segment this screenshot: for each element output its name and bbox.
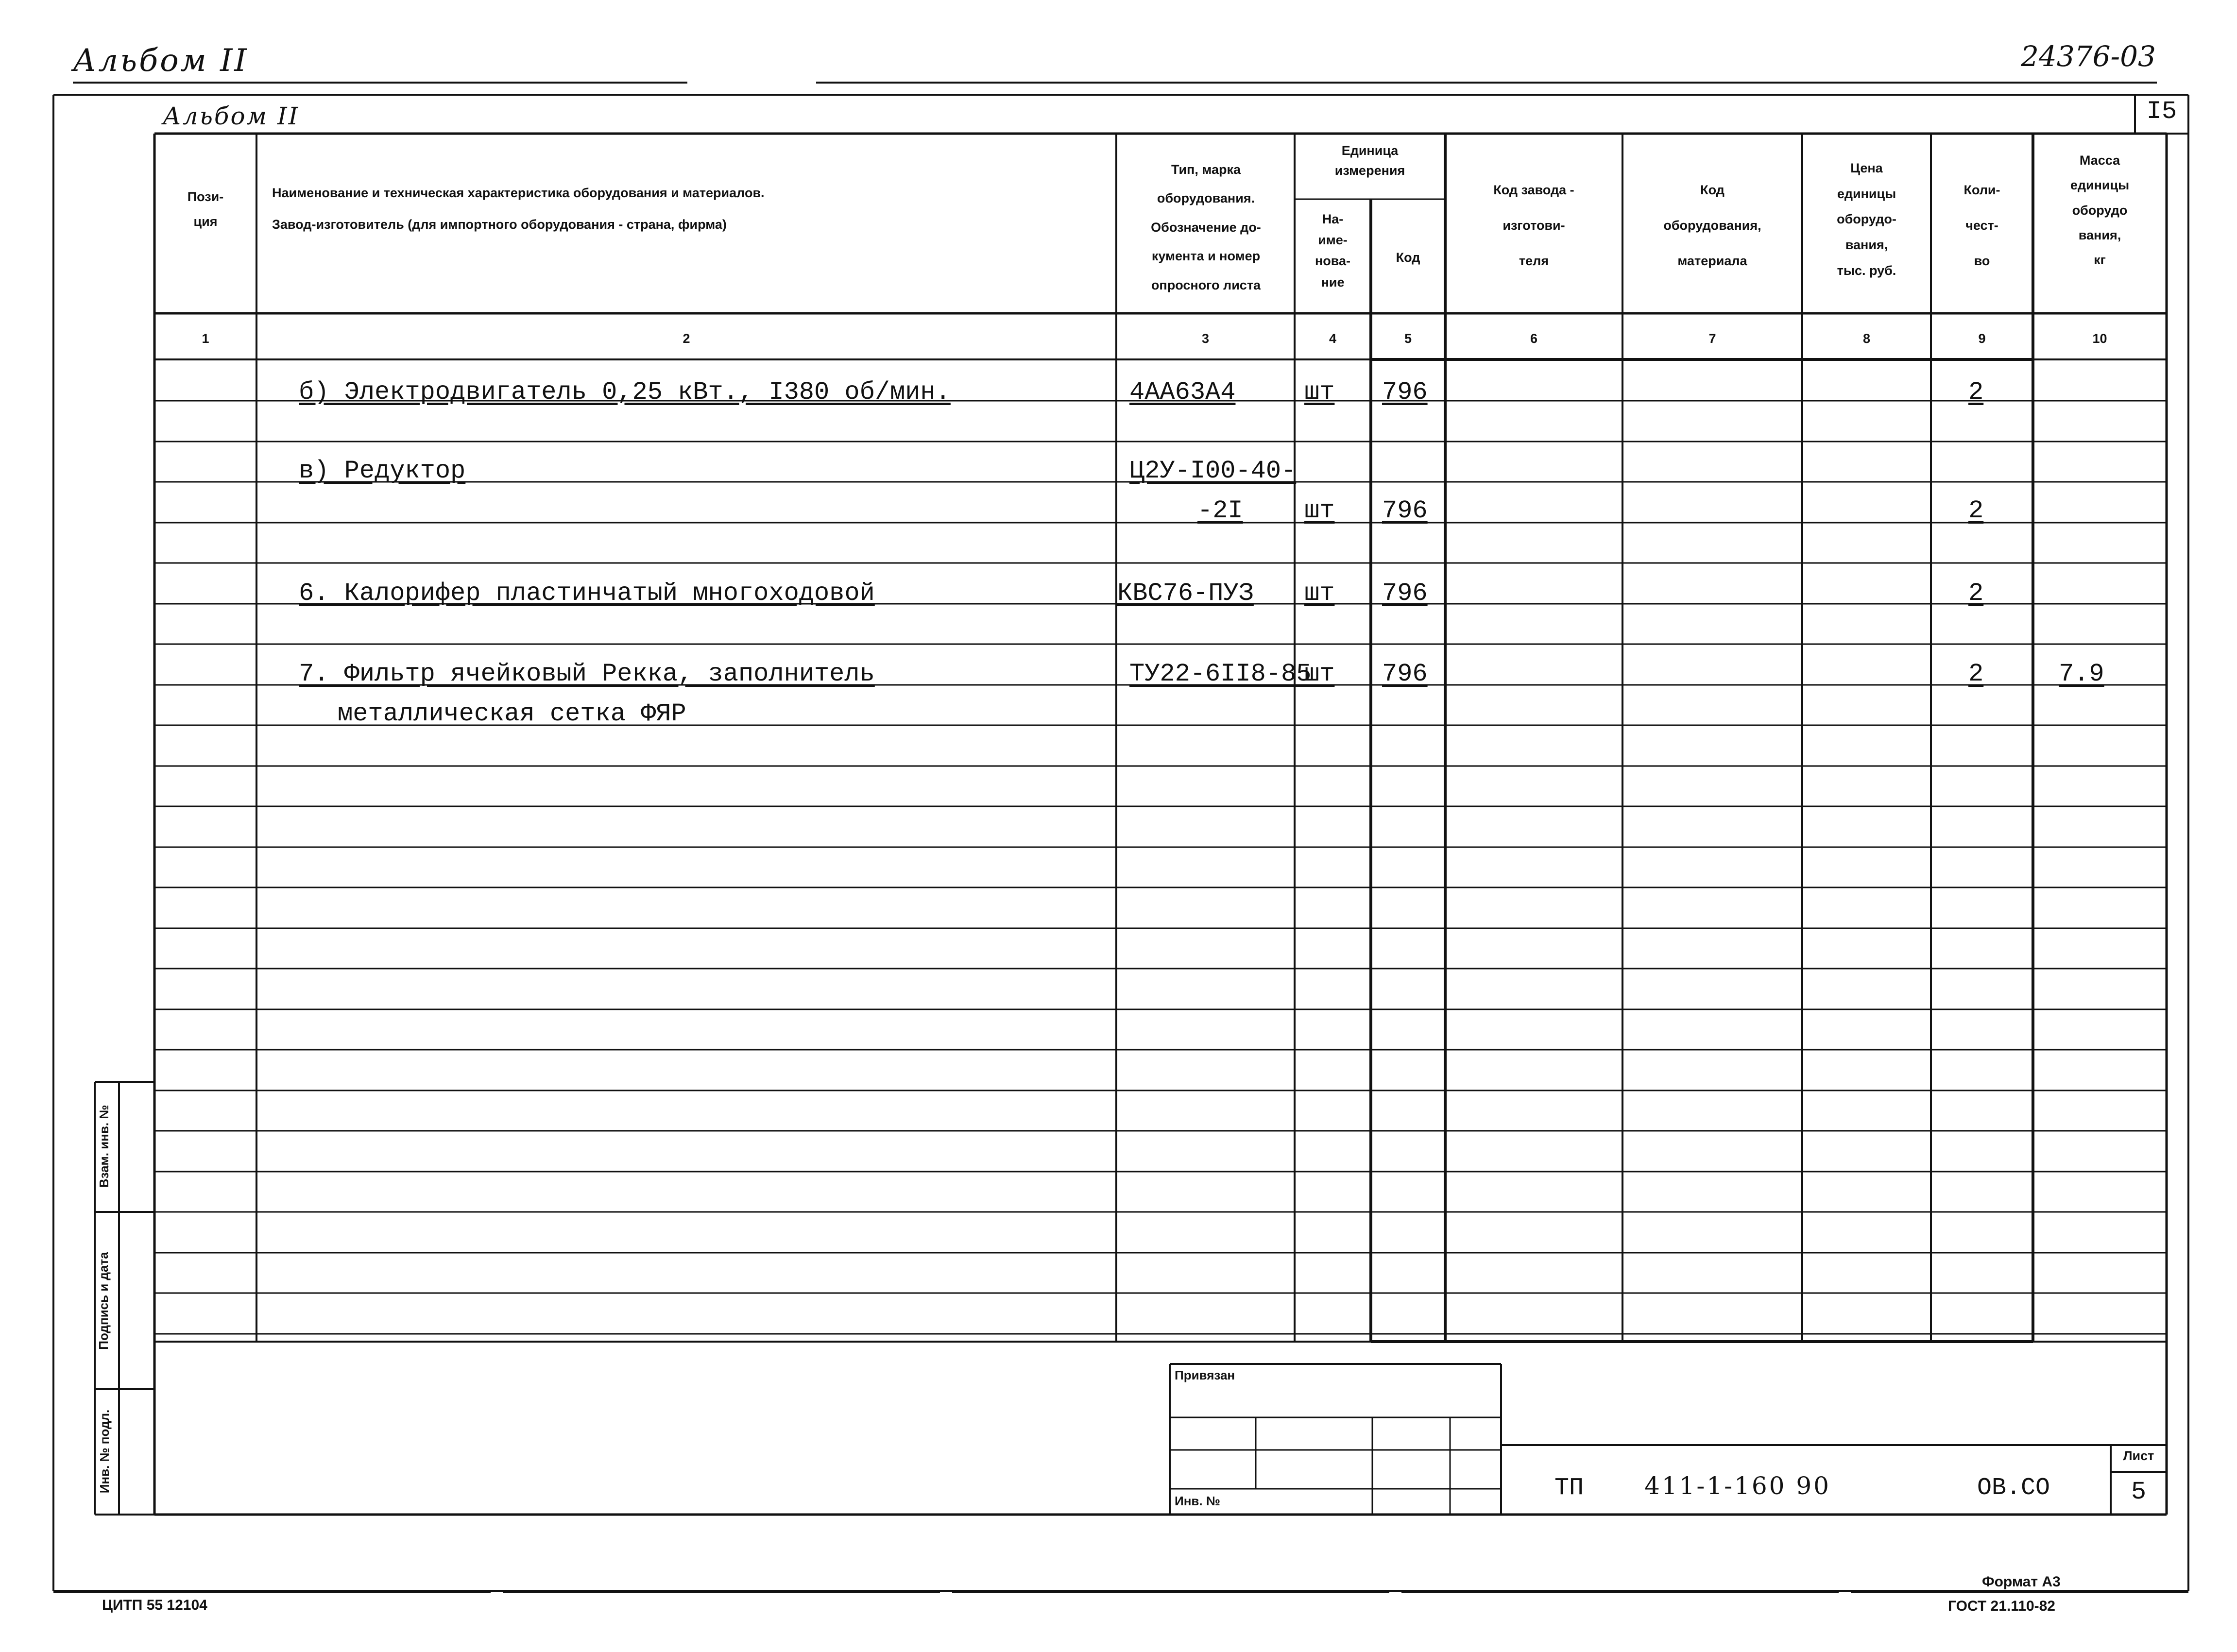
col-header-quantity: Коли- чест- во — [1964, 183, 2000, 268]
footer-format: Формат А3 — [1982, 1574, 2061, 1590]
row-3-unit: шт — [1304, 496, 1335, 525]
col-num-7: 7 — [1708, 331, 1716, 346]
title-sheet-number: 5 — [2131, 1478, 2147, 1506]
row-5-name: 7. Фильтр ячейковый Рекка, заполнитель — [299, 660, 875, 688]
stamp-attached-label: Привязан — [1175, 1368, 1235, 1382]
title-project-number: 411-1-160 90 — [1644, 1472, 1831, 1500]
row-5-unit: шт — [1304, 660, 1335, 688]
col-num-6: 6 — [1530, 331, 1538, 346]
document-code: 24376-03 — [2021, 40, 2156, 73]
row-4-unit: шт — [1304, 579, 1335, 608]
row-4-qty: 2 — [1968, 579, 1984, 608]
col-num-1: 1 — [202, 331, 209, 346]
row-3-type: -2I — [1197, 496, 1243, 525]
col-header-equipment-code: Код оборудования, материала — [1663, 183, 1761, 268]
col-header-mass: Масса единицы оборудо вания, кг — [2070, 153, 2130, 268]
title-doc-code: ОВ.СО — [1977, 1474, 2050, 1502]
side-label-signature-date: Подпись и дата — [96, 1252, 111, 1350]
row-3-qty: 2 — [1968, 496, 1984, 525]
title-sheet-label: Лист — [2123, 1448, 2154, 1463]
col-num-5: 5 — [1404, 331, 1412, 346]
col-header-factory-code: Код завода - изготови- теля — [1493, 183, 1574, 268]
album-label-top: Альбом II — [73, 43, 249, 79]
col-header-unit-group: Единица измерения — [1334, 143, 1405, 178]
title-tp: ТП — [1554, 1474, 1584, 1502]
col-header-name: Наименование и техническая характеристика оборудования и материалов. Завод-изготовитель (для импортного оборудования - страна, фирма) — [272, 186, 765, 232]
page-number: I5 — [2146, 97, 2177, 126]
col-num-4: 4 — [1329, 331, 1337, 346]
col-num-8: 8 — [1862, 331, 1871, 346]
footer-citp: ЦИТП 55 12104 — [102, 1597, 207, 1613]
row-1-type: 4АА63А4 — [1129, 378, 1236, 407]
row-4-name: 6. Калорифер пластинчатый многоходовой — [299, 579, 875, 608]
row-5-mass: 7.9 — [2059, 660, 2104, 688]
row-1-unit: шт — [1304, 378, 1335, 407]
col-num-2: 2 — [683, 331, 690, 346]
stamp-inv-label: Инв. № — [1175, 1494, 1220, 1508]
row-1-code: 796 — [1382, 378, 1428, 407]
col-header-unit-code: Код — [1396, 250, 1420, 265]
side-label-replace-inv: Взам. инв. № — [97, 1105, 111, 1188]
col-header-unit-name: На- име- нова- ние — [1315, 212, 1351, 290]
col-num-9: 9 — [1978, 331, 1986, 346]
footer-gost: ГОСТ 21.110-82 — [1948, 1598, 2055, 1614]
row-5-type: ТУ22-6II8-85 — [1129, 660, 1312, 688]
row-1-qty: 2 — [1968, 378, 1984, 407]
row-4-type: КВС76-ПУЗ — [1117, 579, 1254, 608]
row-3-code: 796 — [1382, 496, 1428, 525]
row-1-name: б) Электродвигатель 0,25 кВт., I380 об/мин. — [299, 378, 951, 407]
row-2-name: в) Редуктор — [299, 457, 466, 485]
row-5-code: 796 — [1382, 660, 1428, 688]
side-label-inv-original: Инв. № подл. — [97, 1409, 112, 1494]
row-4-code: 796 — [1382, 579, 1428, 608]
col-header-type: Тип, марка оборудования. Обозначение до- кумента и номер опросного листа — [1151, 162, 1261, 292]
col-header-position: Пози- ция — [187, 189, 224, 229]
col-num-3: 3 — [1201, 331, 1210, 346]
col-num-10: 10 — [2092, 331, 2107, 346]
col-header-price: Цена единицы оборудо- вания, тыс. руб. — [1837, 161, 1896, 278]
row-5-qty: 2 — [1968, 660, 1984, 688]
row-6-name: металлическая сетка ФЯР — [338, 699, 686, 728]
album-label-inner: Альбом II — [163, 102, 300, 130]
row-2-type: Ц2У-I00-40- — [1129, 457, 1297, 485]
